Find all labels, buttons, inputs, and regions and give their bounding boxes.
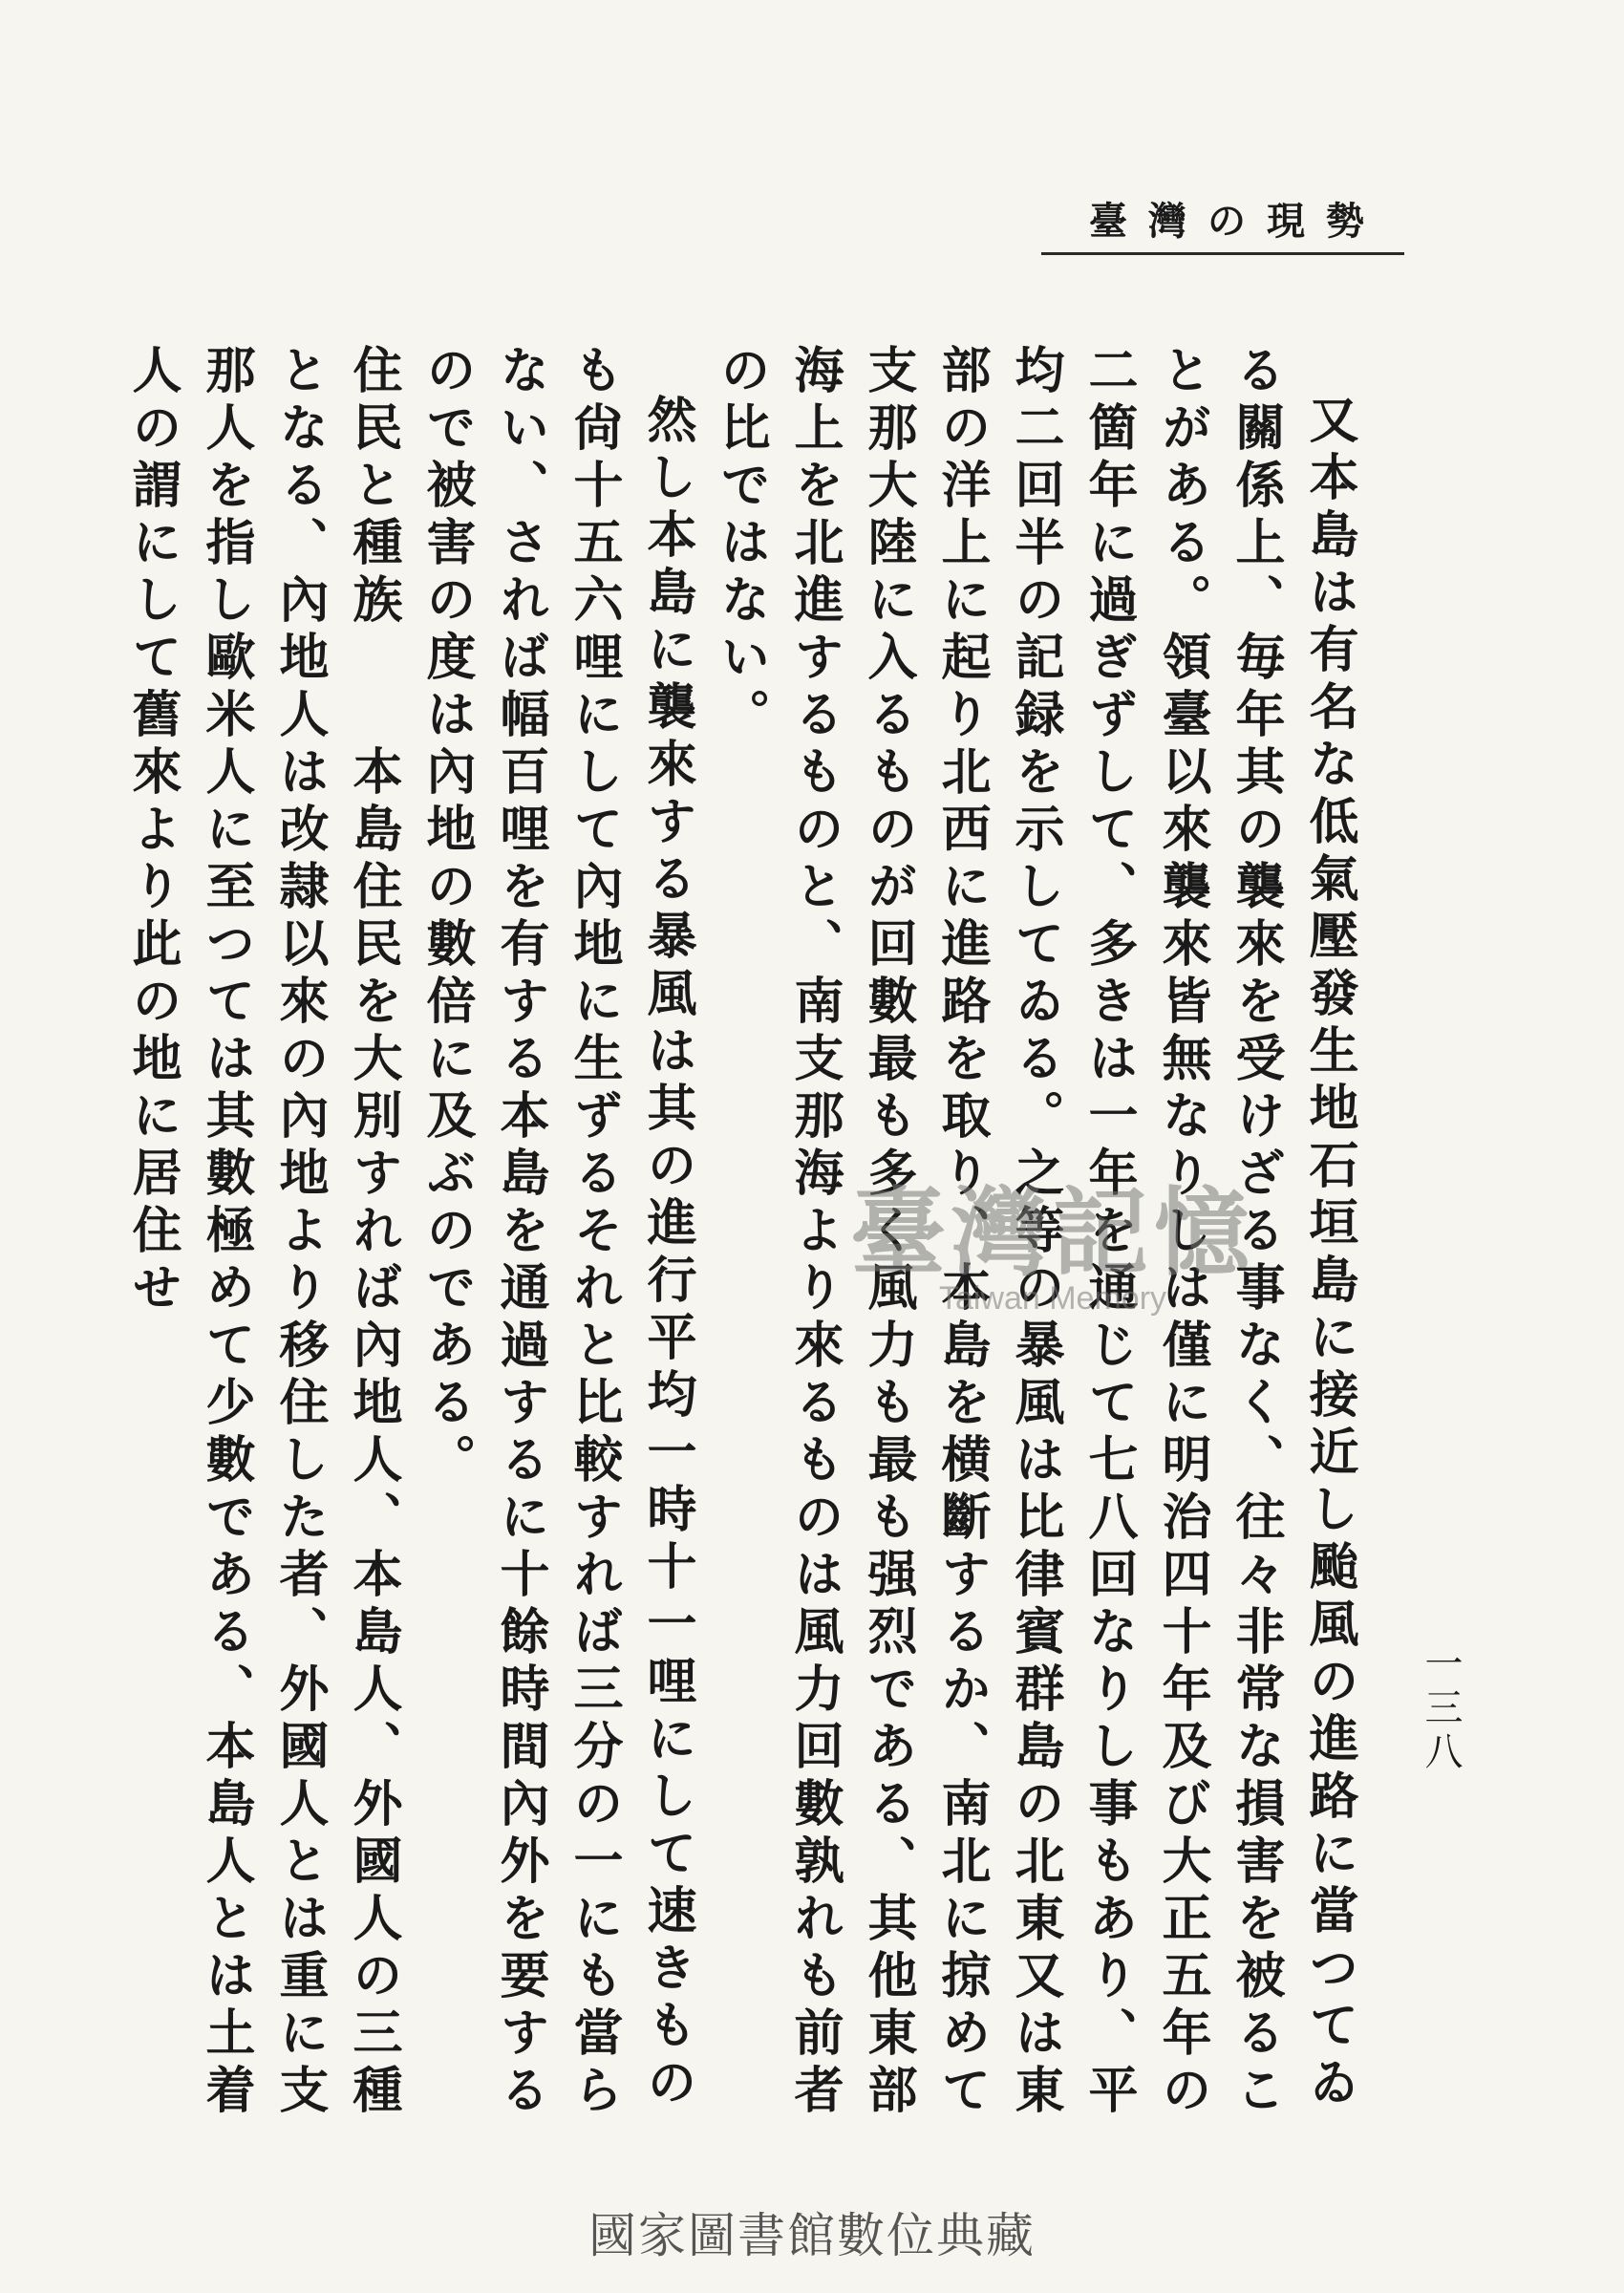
paragraph-typhoon-speed: 然し本島に襲來する暴風は其の進行平均一時十一哩にして速きものも尙十五六哩にして內地に生ずるそれと比較すれば三分の一にも當らない、されば幅百哩を有する本島を通過するに十餘時間內外を要するので被害の度は內地の數倍に及ぶのである。	[417, 344, 696, 2121]
watermark-cjk: 臺灣記憶	[850, 1176, 1255, 1289]
running-head: 臺灣の現勢	[1089, 199, 1385, 244]
page-number: 一三八	[1419, 1643, 1463, 1775]
section-heading: 住民と種族	[344, 344, 402, 631]
paragraph-typhoon-path: 又本島は有名な低氣壓發生地石垣島に接近し颱風の進路に當つてゐる關係上、毎年其の襲來を受けざる事なく、往々非常な損害を被ることがある。領臺以來襲來皆無なりしは僅に明治四十年及び大正五年の二箇年に過ぎずして、多きは一年を通じて七八回なりし事もあり、平均二回半の記録を示してゐる。之等の暴風は比律賓群島の北東又は東部の洋上に起り北西に進路を取り、本島を横斷するか、南北に掠めて支那大陸に入るものが回數最も多く風力も最も强烈である、其他東部海上を北進するものと、南支那海より來るものは風力回數孰れも前者の比ではない。	[712, 344, 1358, 2121]
watermark	[850, 1156, 1255, 1318]
section-text: 本島住民を大別すれば內地人、本島人、外國人の三種となる、內地人は改隷以來の內地より移住した者、外國人とは重に支那人を指し歐米人に至つては其數極めて少數である、本島人とは土着人の謂にして舊來より此の地に居住せ	[123, 344, 402, 2121]
header-rule	[1041, 252, 1404, 255]
footer-credit: 國家圖書館數位典藏	[588, 2208, 1036, 2263]
watermark-latin: Taiwan Memory	[938, 1280, 1167, 1317]
section-residents	[116, 344, 410, 2169]
